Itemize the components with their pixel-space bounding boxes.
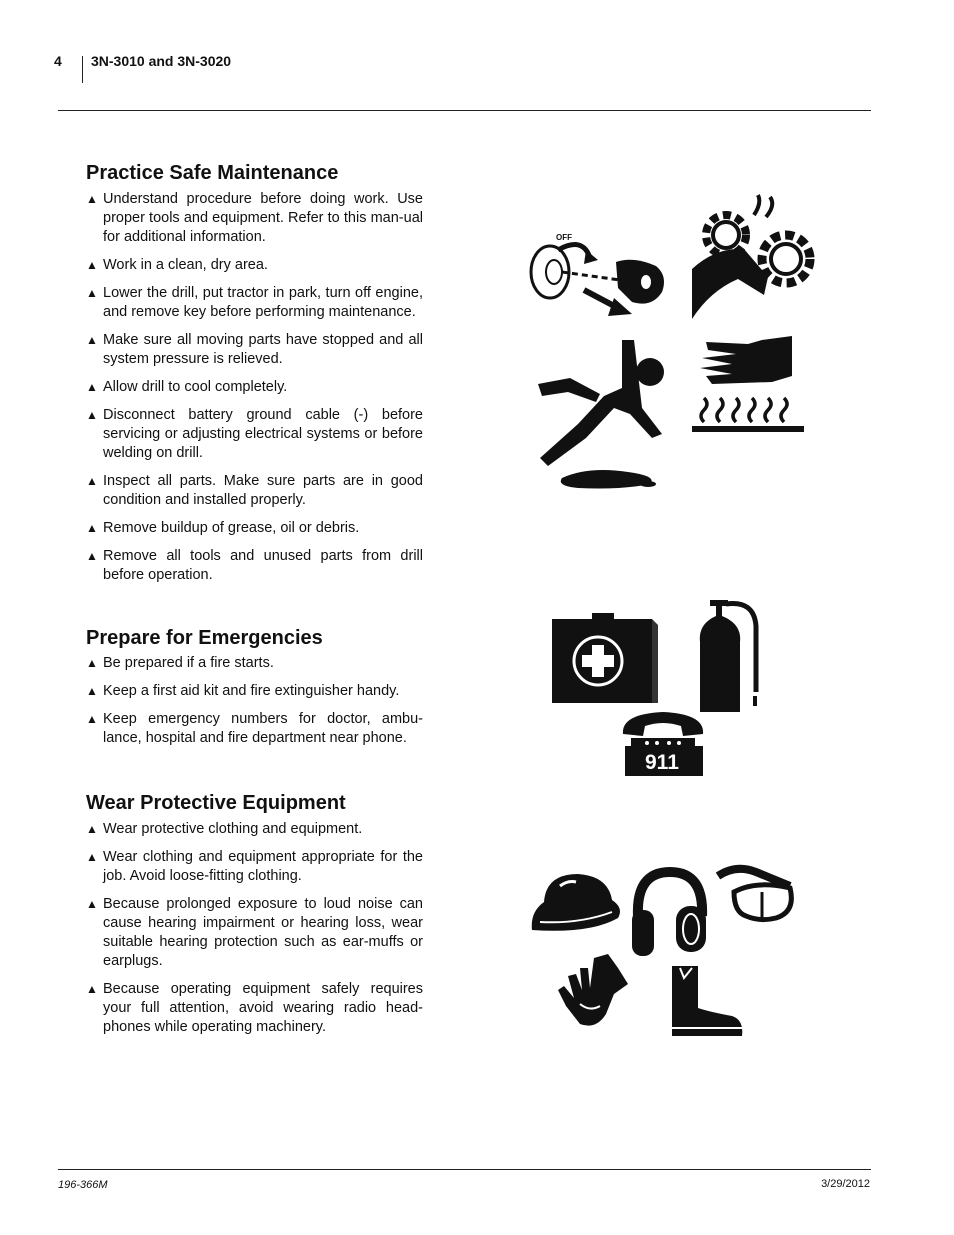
hot-surface-icon	[692, 336, 806, 436]
bullet-triangle-icon: ▲	[86, 684, 98, 698]
list-item: ▲ Disconnect battery ground cable (-) before servicing or adjusting electrical systems or before welding on drill.	[86, 407, 423, 461]
page-number: 4	[54, 53, 62, 69]
document-title: 3N-3010 and 3N-3020	[91, 53, 232, 69]
first-aid-kit-icon	[552, 613, 658, 705]
footer-rule	[58, 1169, 871, 1170]
bullet-triangle-icon: ▲	[86, 474, 98, 488]
list-item: ▲ Understand procedure before doing work. Use proper tools and equipment. Refer to this man-ual for additional information.	[86, 191, 423, 245]
list-item: ▲ Keep emergency numbers for doctor, ambu-lance, hospital and fire department near phone.	[86, 711, 423, 746]
section-heading-emergencies: Prepare for Emergencies	[86, 627, 323, 649]
bullet-triangle-icon: ▲	[86, 982, 98, 996]
list-item: ▲ Inspect all parts. Make sure parts are in good condition and installed properly.	[86, 473, 423, 508]
bullet-triangle-icon: ▲	[86, 408, 98, 422]
bullet-triangle-icon: ▲	[86, 850, 98, 864]
list-item: ▲ Remove all tools and unused parts from drill before operation.	[86, 548, 423, 583]
bullet-triangle-icon: ▲	[86, 286, 98, 300]
bullet-triangle-icon: ▲	[86, 380, 98, 394]
list-item: ▲ Make sure all moving parts have stopped and all system pressure is relieved.	[86, 332, 423, 367]
list-item: ▲ Wear clothing and equipment appropriate for the job. Avoid loose-fitting clothing.	[86, 849, 423, 884]
key-off-icon	[528, 228, 670, 318]
list-item: ▲ Because prolonged exposure to loud noise can cause hearing impairment or hearing loss, wear suitable hearing protection such as ear-muffs or earplugs.	[86, 896, 423, 969]
bullet-triangle-icon: ▲	[86, 258, 98, 272]
svg-text:911: 911	[645, 751, 679, 774]
list-item: ▲ Remove buildup of grease, oil or debris.	[86, 520, 360, 536]
bullet-triangle-icon: ▲	[86, 656, 98, 670]
list-item: ▲ Be prepared if a fire starts.	[86, 655, 274, 671]
svg-text:OFF: OFF	[556, 233, 572, 242]
bullet-triangle-icon: ▲	[86, 521, 98, 535]
gear-entanglement-icon	[692, 195, 816, 319]
bullet-triangle-icon: ▲	[86, 549, 98, 563]
list-item: ▲ Keep a first aid kit and fire extinguisher handy.	[86, 683, 400, 699]
list-item: ▲ Lower the drill, put tractor in park, turn off engine, and remove key before performing maintenance.	[86, 285, 423, 320]
boot-icon	[670, 964, 746, 1038]
document-date: 3/29/2012	[821, 1178, 870, 1190]
emergencies-list	[86, 654, 423, 757]
goggles-icon	[716, 866, 796, 926]
section-heading-protective: Wear Protective Equipment	[86, 792, 346, 814]
gloves-icon	[556, 954, 630, 1030]
document-number: 196-366M	[58, 1179, 108, 1191]
earmuffs-icon	[630, 868, 710, 958]
bullet-triangle-icon: ▲	[86, 333, 98, 347]
slip-fall-icon	[538, 338, 670, 498]
bullet-triangle-icon: ▲	[86, 897, 98, 911]
hard-hat-icon	[530, 872, 622, 934]
bullet-triangle-icon: ▲	[86, 192, 98, 206]
bullet-triangle-icon: ▲	[86, 712, 98, 726]
telephone-icon	[621, 708, 707, 778]
list-item: ▲ Wear protective clothing and equipment.	[86, 821, 363, 837]
section-heading-maintenance: Practice Safe Maintenance	[86, 162, 339, 184]
list-item: ▲ Allow drill to cool completely.	[86, 379, 288, 395]
fire-extinguisher-icon	[698, 596, 762, 714]
list-item: ▲ Work in a clean, dry area.	[86, 257, 268, 273]
bullet-triangle-icon: ▲	[86, 822, 98, 836]
protective-list	[86, 820, 423, 1046]
list-item: ▲ Because operating equipment safely requires your full attention, avoid wearing radio head-phones while operating machinery.	[86, 981, 423, 1035]
header-rule	[58, 110, 871, 111]
header-divider	[82, 56, 83, 83]
maintenance-list	[86, 190, 423, 594]
